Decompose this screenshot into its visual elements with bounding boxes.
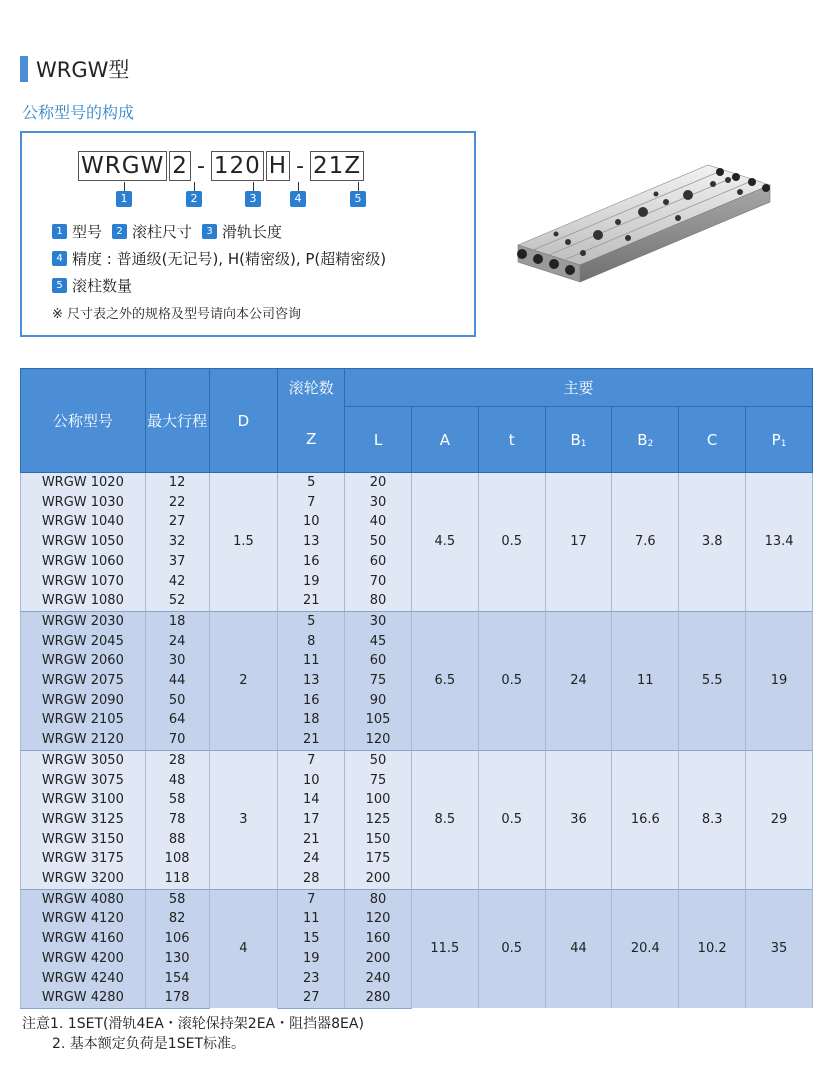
code-number-1: 1 <box>116 191 132 207</box>
cell-z: 10 <box>278 771 345 791</box>
cell-z: 19 <box>278 949 345 969</box>
cell-z: 13 <box>278 671 345 691</box>
cell-l: 200 <box>345 949 412 969</box>
cell-l: 105 <box>345 710 412 730</box>
cell-a: 4.5 <box>411 473 478 612</box>
cell-z: 21 <box>278 830 345 850</box>
cell-model: WRGW 4280 <box>21 988 146 1008</box>
cell-z: 15 <box>278 929 345 949</box>
cell-stroke: 28 <box>145 750 209 770</box>
cell-l: 160 <box>345 929 412 949</box>
legend-badge: 1 <box>52 224 67 239</box>
code-segment-type: WRGW <box>78 151 167 181</box>
cell-model: WRGW 4120 <box>21 909 146 929</box>
cell-stroke: 88 <box>145 830 209 850</box>
cell-stroke: 106 <box>145 929 209 949</box>
cell-model: WRGW 1070 <box>21 572 146 592</box>
footnote-1: 注意1. 1SET(滑轨4EA・滚轮保持架2EA・阻挡器8EA) <box>22 1016 364 1032</box>
header-a: A <box>411 407 478 473</box>
table-row <box>21 889 813 909</box>
spec-table-body <box>21 473 813 1009</box>
cell-model: WRGW 2045 <box>21 632 146 652</box>
cell-stroke: 78 <box>145 810 209 830</box>
cell-l: 75 <box>345 771 412 791</box>
table-row <box>21 750 813 770</box>
cell-z: 5 <box>278 473 345 493</box>
cell-z: 28 <box>278 869 345 889</box>
cell-l: 150 <box>345 830 412 850</box>
cell-a: 6.5 <box>411 611 478 750</box>
cell-b2: 20.4 <box>612 889 679 1008</box>
cell-model: WRGW 1040 <box>21 512 146 532</box>
cell-a: 8.5 <box>411 750 478 889</box>
cell-b1: 36 <box>545 750 612 889</box>
cell-z: 11 <box>278 909 345 929</box>
product-image <box>508 150 798 320</box>
cell-stroke: 70 <box>145 730 209 750</box>
table-row <box>21 611 813 631</box>
cell-model: WRGW 4200 <box>21 949 146 969</box>
cell-stroke: 82 <box>145 909 209 929</box>
cell-z: 13 <box>278 532 345 552</box>
cell-c: 5.5 <box>679 611 746 750</box>
legend-badge: 4 <box>52 251 67 266</box>
cell-model: WRGW 2105 <box>21 710 146 730</box>
cell-z: 5 <box>278 611 345 631</box>
cell-c: 8.3 <box>679 750 746 889</box>
cell-z: 27 <box>278 988 345 1008</box>
cell-z: 10 <box>278 512 345 532</box>
header-p1: $P_1$ <box>746 407 813 473</box>
cell-model: WRGW 2120 <box>21 730 146 750</box>
cell-model: WRGW 1030 <box>21 493 146 513</box>
cell-l: 75 <box>345 671 412 691</box>
cell-model: WRGW 4240 <box>21 969 146 989</box>
cell-stroke: 58 <box>145 790 209 810</box>
footnotes <box>22 1014 364 1054</box>
cell-l: 20 <box>345 473 412 493</box>
cell-t: 0.5 <box>478 473 545 612</box>
cell-model: WRGW 2075 <box>21 671 146 691</box>
inquiry-note: ※ 尺寸表之外的规格及型号请向本公司咨询 <box>52 307 302 322</box>
legend-badge: 5 <box>52 278 67 293</box>
cell-l: 70 <box>345 572 412 592</box>
code-dash: - <box>296 153 305 179</box>
cell-z: 17 <box>278 810 345 830</box>
cell-l: 100 <box>345 790 412 810</box>
cell-stroke: 48 <box>145 771 209 791</box>
header-z: Z <box>278 407 345 473</box>
table-row <box>21 473 813 493</box>
cell-l: 80 <box>345 591 412 611</box>
cell-t: 0.5 <box>478 611 545 750</box>
cell-l: 200 <box>345 869 412 889</box>
cell-l: 175 <box>345 849 412 869</box>
legend-text-length: 滑轨长度 <box>222 223 283 241</box>
cell-stroke: 108 <box>145 849 209 869</box>
cell-model: WRGW 3075 <box>21 771 146 791</box>
header-rollers: 滚轮数 <box>278 369 345 407</box>
cell-model: WRGW 3175 <box>21 849 146 869</box>
cell-stroke: 24 <box>145 632 209 652</box>
cell-b1: 17 <box>545 473 612 612</box>
code-segment-precision: H <box>266 151 290 181</box>
legend-text-roller-count: 滚柱数量 <box>72 277 133 295</box>
cell-model: WRGW 1020 <box>21 473 146 493</box>
header-main: 主要 <box>345 369 813 407</box>
legend-badge: 2 <box>112 224 127 239</box>
legend-row-1 <box>52 221 282 242</box>
legend-row-2 <box>52 248 386 269</box>
cell-l: 30 <box>345 493 412 513</box>
legend-row-3 <box>52 275 132 296</box>
cell-l: 280 <box>345 988 412 1008</box>
header-c: C <box>679 407 746 473</box>
cell-l: 60 <box>345 651 412 671</box>
code-number-5: 5 <box>350 191 366 207</box>
cell-l: 50 <box>345 532 412 552</box>
code-segment-length: 120 <box>211 151 264 181</box>
model-code-box <box>20 131 476 337</box>
cell-stroke: 178 <box>145 988 209 1008</box>
cell-stroke: 130 <box>145 949 209 969</box>
cell-z: 16 <box>278 552 345 572</box>
cell-model: WRGW 1050 <box>21 532 146 552</box>
cell-c: 3.8 <box>679 473 746 612</box>
cell-z: 16 <box>278 691 345 711</box>
legend-text-roller-size: 滚柱尺寸 <box>132 223 193 241</box>
cell-model: WRGW 3100 <box>21 790 146 810</box>
cell-d: 1.5 <box>209 473 278 612</box>
cell-model: WRGW 3200 <box>21 869 146 889</box>
header-b2: $B_2$ <box>612 407 679 473</box>
cell-stroke: 18 <box>145 611 209 631</box>
cell-model: WRGW 3050 <box>21 750 146 770</box>
cell-p1: 13.4 <box>746 473 813 612</box>
footnote-2: 2. 基本额定负荷是1SET标准。 <box>52 1036 245 1052</box>
cell-l: 60 <box>345 552 412 572</box>
cell-z: 8 <box>278 632 345 652</box>
cell-stroke: 27 <box>145 512 209 532</box>
cell-stroke: 118 <box>145 869 209 889</box>
cell-z: 21 <box>278 730 345 750</box>
legend-text-type: 型号 <box>72 223 103 241</box>
header-t: t <box>478 407 545 473</box>
code-segment-roller-count: 21Z <box>310 151 364 181</box>
cell-stroke: 154 <box>145 969 209 989</box>
cell-model: WRGW 3150 <box>21 830 146 850</box>
section-title <box>20 54 129 84</box>
cell-stroke: 44 <box>145 671 209 691</box>
spec-table <box>20 368 813 1009</box>
cell-z: 11 <box>278 651 345 671</box>
header-l: L <box>345 407 412 473</box>
cell-model: WRGW 2090 <box>21 691 146 711</box>
subtitle: 公称型号的构成 <box>22 103 135 122</box>
cell-l: 80 <box>345 889 412 909</box>
cell-model: WRGW 2030 <box>21 611 146 631</box>
cell-model: WRGW 3125 <box>21 810 146 830</box>
cell-t: 0.5 <box>478 889 545 1008</box>
header-d: D <box>209 369 278 473</box>
cell-d: 4 <box>209 889 278 1008</box>
cell-a: 11.5 <box>411 889 478 1008</box>
code-number-4: 4 <box>290 191 306 207</box>
rail-assembly <box>517 165 770 282</box>
cell-stroke: 58 <box>145 889 209 909</box>
cell-p1: 19 <box>746 611 813 750</box>
cell-model: WRGW 1080 <box>21 591 146 611</box>
cell-z: 21 <box>278 591 345 611</box>
code-dash: - <box>196 153 205 179</box>
cell-stroke: 52 <box>145 591 209 611</box>
code-row <box>78 151 364 181</box>
title-accent-bar <box>20 56 28 82</box>
cell-z: 7 <box>278 493 345 513</box>
cell-l: 125 <box>345 810 412 830</box>
cell-model: WRGW 4160 <box>21 929 146 949</box>
cell-stroke: 22 <box>145 493 209 513</box>
cell-b2: 7.6 <box>612 473 679 612</box>
cell-l: 30 <box>345 611 412 631</box>
cell-model: WRGW 4080 <box>21 889 146 909</box>
cell-t: 0.5 <box>478 750 545 889</box>
cell-l: 120 <box>345 909 412 929</box>
cell-b1: 44 <box>545 889 612 1008</box>
code-number-2: 2 <box>186 191 202 207</box>
cell-stroke: 30 <box>145 651 209 671</box>
cell-l: 40 <box>345 512 412 532</box>
code-number-3: 3 <box>245 191 261 207</box>
cell-z: 14 <box>278 790 345 810</box>
cell-z: 7 <box>278 750 345 770</box>
legend-badge: 3 <box>202 224 217 239</box>
cell-l: 45 <box>345 632 412 652</box>
header-stroke: 最大行程 <box>145 369 209 473</box>
cell-stroke: 64 <box>145 710 209 730</box>
cell-l: 120 <box>345 730 412 750</box>
cell-z: 19 <box>278 572 345 592</box>
cell-l: 240 <box>345 969 412 989</box>
header-model: 公称型号 <box>21 369 146 473</box>
cell-z: 7 <box>278 889 345 909</box>
cell-z: 23 <box>278 969 345 989</box>
cell-model: WRGW 2060 <box>21 651 146 671</box>
cell-b2: 11 <box>612 611 679 750</box>
cell-l: 90 <box>345 691 412 711</box>
cell-b2: 16.6 <box>612 750 679 889</box>
cell-p1: 35 <box>746 889 813 1008</box>
cell-stroke: 37 <box>145 552 209 572</box>
cell-z: 18 <box>278 710 345 730</box>
page-title: WRGW型 <box>36 58 130 82</box>
cell-model: WRGW 1060 <box>21 552 146 572</box>
cell-stroke: 12 <box>145 473 209 493</box>
cell-d: 2 <box>209 611 278 750</box>
header-b1: $B_1$ <box>545 407 612 473</box>
cell-stroke: 50 <box>145 691 209 711</box>
cell-stroke: 42 <box>145 572 209 592</box>
cell-p1: 29 <box>746 750 813 889</box>
cell-stroke: 32 <box>145 532 209 552</box>
cell-l: 50 <box>345 750 412 770</box>
cell-b1: 24 <box>545 611 612 750</box>
cell-c: 10.2 <box>679 889 746 1008</box>
cell-z: 24 <box>278 849 345 869</box>
legend-text-precision: 精度 : 普通级(无记号), H(精密级), P(超精密级) <box>72 250 387 268</box>
code-segment-roller-size: 2 <box>169 151 191 181</box>
cell-d: 3 <box>209 750 278 889</box>
